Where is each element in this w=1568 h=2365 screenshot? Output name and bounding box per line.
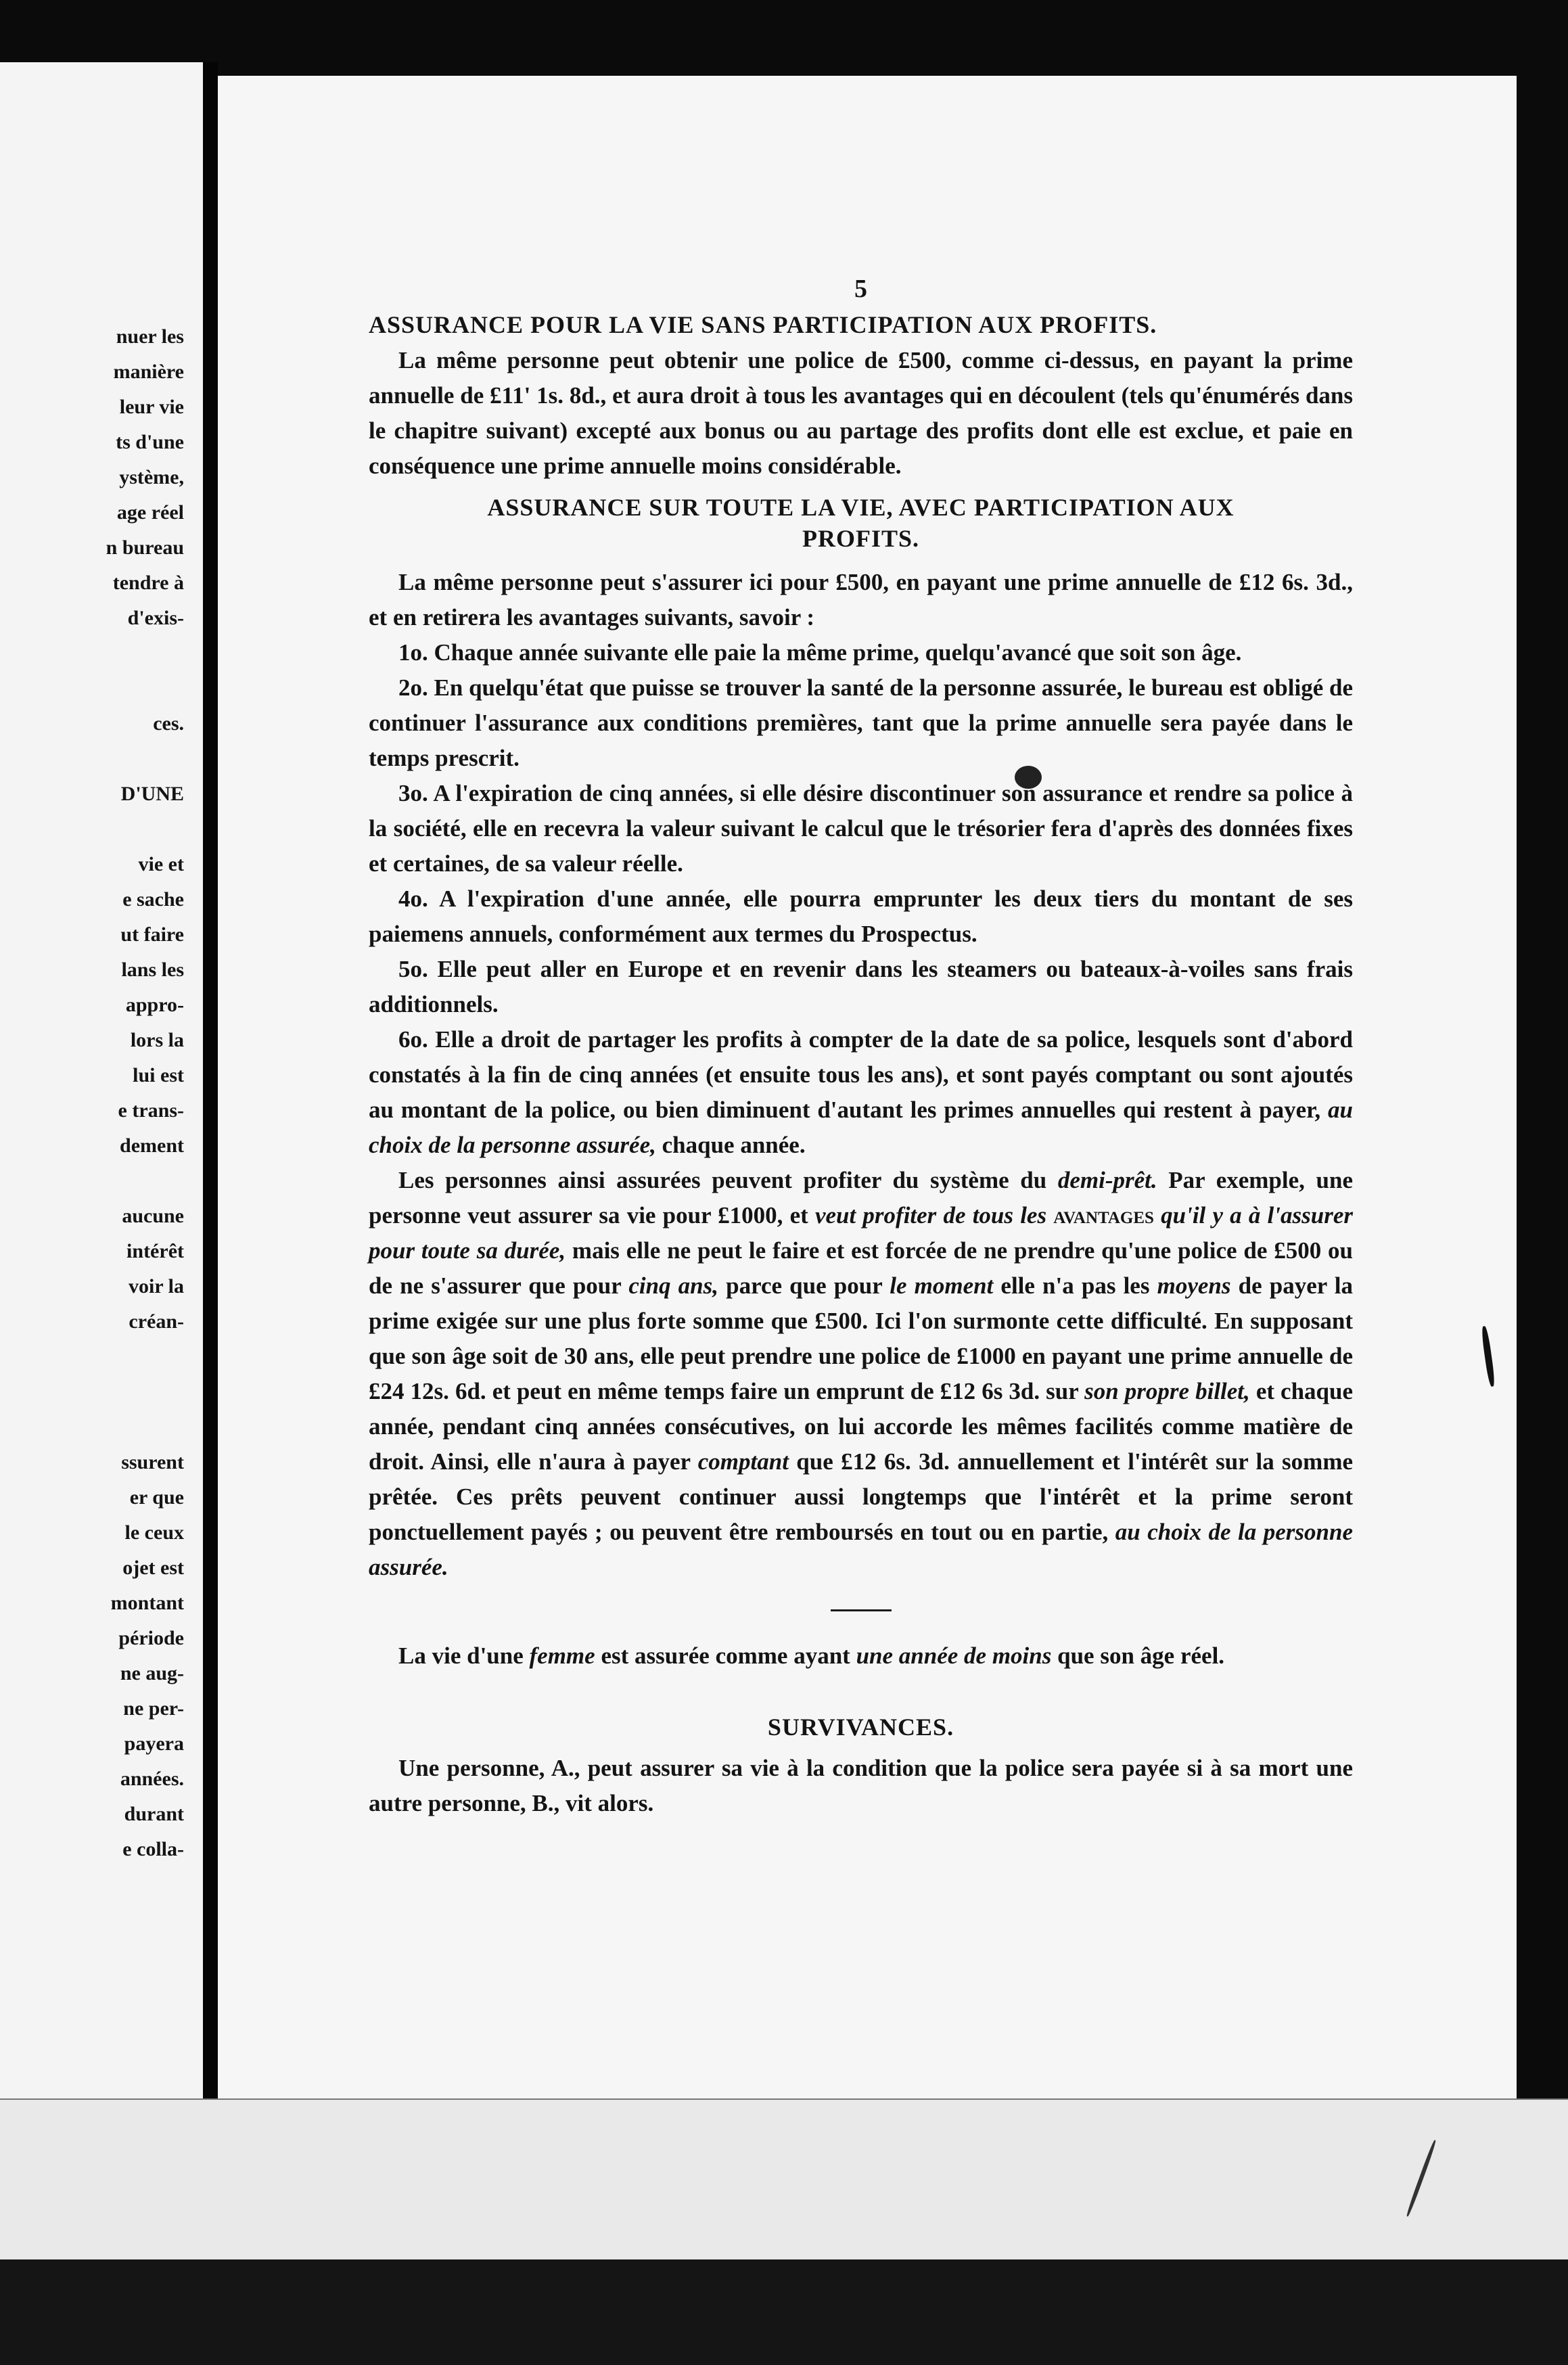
text-run: de payer la prime exigée sur une plus forte somme que £500. Ici l'on surmonte cette difficulté. En supposant que son âge soit de 30 ans, elle peut prendre une police de £1000 en payant une prime annuelle de £24 12s. 6d. et peut en même temps faire un emprunt de £12 6s 3d. sur xyxy=(369,1272,1353,1404)
left-page-line: ne aug- xyxy=(120,1662,184,1684)
left-page-line: lui est xyxy=(133,1064,184,1086)
paragraph-femme xyxy=(369,1638,1353,1674)
left-page-line: aucune xyxy=(122,1205,184,1227)
left-page-line: durant xyxy=(124,1803,184,1825)
left-page-line: créan- xyxy=(129,1310,184,1333)
left-page-line: ne per- xyxy=(123,1697,184,1720)
italic-run: son propre billet, xyxy=(1084,1378,1250,1404)
left-page-line: lors la xyxy=(130,1029,184,1051)
left-page-line: période xyxy=(118,1627,184,1649)
list-item-6-end: chaque année. xyxy=(662,1132,806,1158)
left-page-line: ut faire xyxy=(120,923,184,946)
italic-run: moyens xyxy=(1157,1272,1231,1299)
left-page-line: age réel xyxy=(116,501,184,524)
left-page-line: ssurent xyxy=(121,1451,184,1473)
left-page-line: n bureau xyxy=(106,536,184,559)
text-run: est assurée comme ayant xyxy=(601,1643,850,1669)
italic-run: cinq ans, xyxy=(628,1272,718,1299)
left-page-line: e trans- xyxy=(118,1099,184,1122)
italic-run: demi-prêt. xyxy=(1057,1167,1157,1193)
left-page-line: manière xyxy=(113,361,184,383)
heading-line-2: PROFITS. xyxy=(802,525,920,552)
section-heading-no-participation: ASSURANCE POUR LA VIE SANS PARTICIPATION AUX PROFITS. xyxy=(369,311,1157,338)
left-page-line: nuer les xyxy=(116,325,184,348)
text-run: mais elle ne peut le faire et est forcée de ne prendre qu'une police de £500 ou de ne s'assurer que pour xyxy=(369,1237,1354,1299)
section-heading-survivances: SURVIVANCES. xyxy=(767,1714,954,1741)
section-heading-with-participation xyxy=(369,492,1353,554)
list-item-4: 4o. A l'expiration d'une année, elle pourra emprunter les deux tiers du montant de ses paiemens annuels, conformément aux termes du Prospectus. xyxy=(369,886,1353,947)
text-run: parce que pour xyxy=(726,1272,883,1299)
left-page-line: ystème, xyxy=(119,466,184,488)
left-page-line: e sache xyxy=(122,888,184,911)
left-page-line: ces. xyxy=(153,712,184,735)
italic-run: au choix de la personne assurée. xyxy=(369,1519,1353,1580)
left-page-line: intérêt xyxy=(126,1240,184,1262)
text-run: La vie d'une xyxy=(398,1643,524,1669)
left-page-line: dement xyxy=(120,1134,184,1157)
left-page-line: appro- xyxy=(125,994,184,1016)
italic-run: qu'il y a à l'assurer pour toute sa durée, xyxy=(369,1202,1353,1264)
left-page-line: années. xyxy=(120,1768,184,1790)
left-page-line: e colla- xyxy=(122,1838,184,1860)
heading-line-1: ASSURANCE SUR TOUTE LA VIE, AVEC PARTICIPATION AUX xyxy=(487,494,1235,521)
text-run: Par exemple, une personne veut assurer sa vie pour £1000, et xyxy=(369,1167,1354,1229)
list-item-2: 2o. En quelqu'état que puisse se trouver la santé de la personne assurée, le bureau est obligé de continuer l'assurance aux conditions premières, tant que la prime annuelle sera payée dans le temps prescrit. xyxy=(369,674,1353,771)
italic-run: veut profiter de tous les xyxy=(814,1202,1047,1229)
left-page-line: ojet est xyxy=(122,1557,184,1579)
text-run: que son âge réel. xyxy=(1057,1643,1225,1669)
left-page-line: voir la xyxy=(129,1275,184,1298)
list-item-6-text: 6o. Elle a droit de partager les profits à compter de la date de sa police, lesquels sont d'abord constatés à la fin de cinq années (et ensuite tous les ans), et sont payés comptant ou sont ajoutés au montant de la police, ou bien diminuent d'autant les primes annuelles qui restent à payer, xyxy=(369,1026,1353,1123)
paragraph-no-participation: La même personne peut obtenir une police de £500, comme ci-dessus, en payant la prime annuelle de £11' 1s. 8d., et aura droit à tous les avantages qui en découlent (tels qu'énumérés dans le chapitre suivant) excepté aux bonus ou au partage des profits dont elle est exclue, et paie en conséquence une prime annuelle moins considérable. xyxy=(369,347,1353,479)
paragraph-intro: La même personne peut s'assurer ici pour £500, en payant une prime annuelle de £12 6s. 3d., et en retirera les avantages suivants, savoir : xyxy=(369,569,1353,630)
small-caps-run: avantages xyxy=(1053,1202,1154,1229)
left-page-line: payera xyxy=(124,1732,184,1755)
scan-shadow xyxy=(0,2259,1568,2365)
left-page-line: D'UNE xyxy=(120,783,184,805)
list-item-3: 3o. A l'expiration de cinq années, si elle désire discontinuer son assurance et rendre sa police à la société, elle en recevra la valeur suivant le calcul que le trésorier fera d'après des données fixes et certaines, de sa valeur réelle. xyxy=(369,780,1353,877)
left-page-line: montant xyxy=(110,1592,184,1614)
left-page-line: ts d'une xyxy=(116,431,184,453)
text-run: et chaque année, pendant cinq années consécutives, on lui accorde les mêmes facilités comme matière de droit. Ainsi, elle n'aura à payer xyxy=(369,1378,1354,1475)
list-item-1: 1o. Chaque année suivante elle paie la même prime, quelqu'avancé que soit son âge. xyxy=(398,639,1242,666)
text-run: que £12 6s. 3d. annuellement et l'intérêt sur la somme prêtée. Ces prêts peuvent continuer aussi longtemps que l'intérêt et la prime seront ponctuellement payés ; ou peuvent être remboursés en tout ou en partie, xyxy=(369,1448,1354,1545)
left-page-line: tendre à xyxy=(112,572,184,594)
page-number: 5 xyxy=(854,275,867,303)
book-spine xyxy=(203,62,218,2268)
left-page-line: leur vie xyxy=(119,396,184,418)
text-run: elle n'a pas les xyxy=(1000,1272,1150,1299)
italic-run: le moment xyxy=(890,1272,994,1299)
list-item-6 xyxy=(369,1022,1353,1163)
paragraph-survivances: Une personne, A., peut assurer sa vie à la condition que la police sera payée si à sa mort une autre personne, B., vit alors. xyxy=(369,1755,1353,1816)
paragraph-demi-pret xyxy=(369,1163,1353,1585)
page-text-column xyxy=(369,274,1353,1821)
facing-page-fragment xyxy=(0,62,206,2105)
left-page-line: le ceux xyxy=(124,1521,184,1544)
section-divider xyxy=(831,1609,892,1611)
page-bottom-strip xyxy=(0,2098,1568,2269)
left-page-line: d'exis- xyxy=(127,607,184,629)
left-page-line: lans les xyxy=(121,959,184,981)
italic-run: femme xyxy=(529,1643,595,1669)
left-page-line: er que xyxy=(129,1486,184,1509)
italic-run: comptant xyxy=(697,1448,789,1475)
left-page-line: vie et xyxy=(138,853,184,875)
text-run: Les personnes ainsi assurées peuvent profiter du système du xyxy=(398,1167,1047,1193)
italic-run: une année de moins xyxy=(856,1643,1052,1669)
list-item-5: 5o. Elle peut aller en Europe et en revenir dans les steamers ou bateaux-à-voiles sans frais additionnels. xyxy=(369,956,1353,1017)
list-item-6-italic: au choix de la personne assurée, xyxy=(369,1097,1353,1158)
